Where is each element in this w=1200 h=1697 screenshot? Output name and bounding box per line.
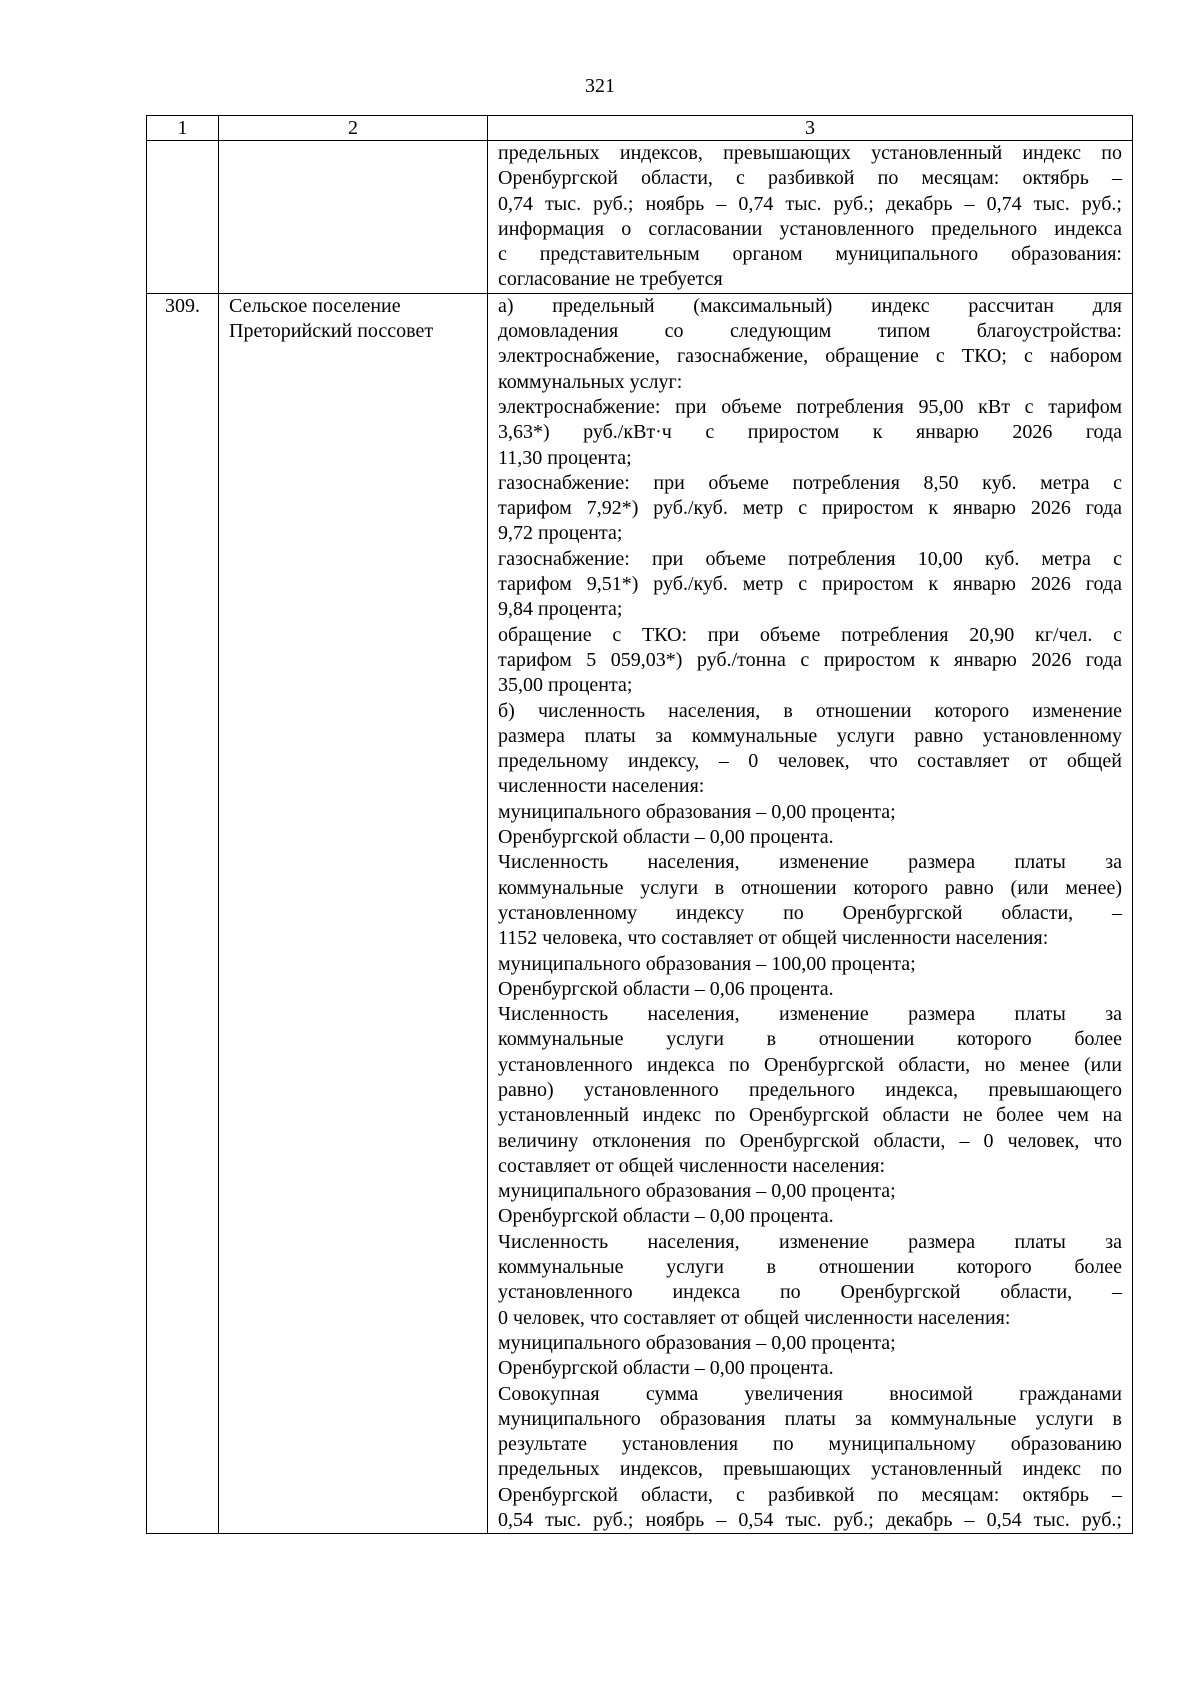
row-description (488, 293, 1133, 1534)
text-line: составляет от общей численности населения: (498, 1154, 886, 1177)
text-line: 35,00 процента; (498, 674, 633, 697)
text-line: согласование не требуется (498, 268, 723, 291)
text-line: Оренбургской области – 0,00 процента. (498, 1357, 834, 1380)
text-line: Оренбургской области – 0,06 процента. (498, 977, 834, 1000)
text-line: установленного индекса по Оренбургской области, но менее (или (498, 1053, 1122, 1076)
text-line: обращение с ТКО: при объеме потребления 20,90 кг/чел. с (498, 623, 1122, 646)
text-line: Численность населения, изменение размера платы за (498, 1230, 1122, 1253)
text-line: предельных индексов, превышающих установленный индекс по (498, 1458, 1122, 1481)
text-line: установленного индекса по Оренбургской области, – (498, 1281, 1122, 1304)
text-line: установленному индексу по Оренбургской области, – (498, 901, 1122, 924)
text-line: тарифом 9,51*) руб./куб. метр с приростом к январю 2026 года (498, 573, 1122, 596)
text-line: 9,84 процента; (498, 598, 623, 621)
text-line: муниципального образования платы за коммунальные услуги в (498, 1407, 1122, 1430)
table-row-309 (147, 293, 1133, 1534)
text-line: газоснабжение: при объеме потребления 8,50 куб. метра с (498, 471, 1122, 494)
text-line: тарифом 5 059,03*) руб./тонна с приростом к январю 2026 года (498, 648, 1122, 671)
text-line: электроснабжение, газоснабжение, обращение с ТКО; с набором (498, 345, 1122, 368)
table-header-row (147, 116, 1133, 141)
table-row-continuation (147, 141, 1133, 294)
text-line: Численность населения, изменение размера платы за (498, 851, 1122, 874)
text-line: 1152 человека, что составляет от общей численности населения: (498, 927, 1049, 950)
text-line: размера платы за коммунальные услуги равно установленному (498, 724, 1122, 747)
document-table (146, 115, 1133, 1534)
text-line: муниципального образования – 0,00 процента; (498, 1331, 896, 1354)
text-line: величину отклонения по Оренбургской области, – 0 человек, что (498, 1129, 1122, 1152)
text-line: Численность населения, изменение размера платы за (498, 1003, 1122, 1026)
text-line: 0,74 тыс. руб.; ноябрь – 0,74 тыс. руб.; декабрь – 0,74 тыс. руб.; (498, 192, 1122, 215)
text-line: коммунальные услуги в отношении которого более (498, 1028, 1122, 1051)
text-line: тарифом 7,92*) руб./куб. метр с приростом к январю 2026 года (498, 497, 1122, 520)
text-line: численности населения: (498, 775, 705, 798)
text-line: 11,30 процента; (498, 446, 632, 469)
settlement-name (219, 141, 488, 294)
text-line: результате установления по муниципальному образованию (498, 1433, 1122, 1456)
text-line: с представительным органом муниципального образования: (498, 243, 1122, 266)
settlement-name-line: Сельское поселение (229, 294, 401, 317)
text-line: Оренбургской области, с разбивкой по месяцам: октябрь – (498, 167, 1122, 190)
text-line: газоснабжение: при объеме потребления 10,00 куб. метра с (498, 547, 1122, 570)
text-line: Оренбургской области – 0,00 процента. (498, 826, 834, 849)
text-line: муниципального образования – 0,00 процента; (498, 800, 896, 823)
text-line: Оренбургской области, с разбивкой по месяцам: октябрь – (498, 1483, 1122, 1506)
settlement-name-line: Преторийский поссовет (229, 320, 434, 343)
text-line: домовладения со следующим типом благоустройства: (498, 320, 1122, 343)
text-line: 0 человек, что составляет от общей численности населения: (498, 1306, 1011, 1329)
header-col-3: 3 (488, 116, 1133, 141)
text-line: 0,54 тыс. руб.; ноябрь – 0,54 тыс. руб.; декабрь – 0,54 тыс. руб.; (498, 1509, 1122, 1532)
text-line: установленный индекс по Оренбургской области не более чем на (498, 1104, 1122, 1127)
text-line: муниципального образования – 0,00 процента; (498, 1180, 896, 1203)
text-line: коммунальные услуги в отношении которого более (498, 1256, 1122, 1279)
text-line: предельному индексу, – 0 человек, что составляет от общей (498, 750, 1122, 773)
text-line: информация о согласовании установленного предельного индекса (498, 217, 1122, 240)
text-line: коммунальные услуги в отношении которого равно (или менее) (498, 876, 1122, 899)
text-line: равно) установленного предельного индекса, превышающего (498, 1078, 1122, 1101)
text-line: 3,63*) руб./кВт·ч с приростом к январю 2026 года (498, 421, 1122, 444)
row-number: 309. (147, 293, 219, 1534)
text-line: б) численность населения, в отношении которого изменение (498, 699, 1122, 722)
row-description (488, 141, 1133, 294)
text-line: Оренбургской области – 0,00 процента. (498, 1205, 834, 1228)
header-col-1: 1 (147, 116, 219, 141)
text-line: предельных индексов, превышающих установленный индекс по (498, 142, 1122, 164)
text-line: Совокупная сумма увеличения вносимой гражданами (498, 1382, 1122, 1405)
header-col-2: 2 (219, 116, 488, 141)
text-line: муниципального образования – 100,00 процента; (498, 952, 916, 975)
text-line: а) предельный (максимальный) индекс рассчитан для (498, 294, 1122, 317)
settlement-name (219, 293, 488, 1534)
page-number: 321 (585, 75, 615, 97)
text-line: 9,72 процента; (498, 522, 623, 545)
text-line: электроснабжение: при объеме потребления 95,00 кВт с тарифом (498, 395, 1122, 418)
row-number (147, 141, 219, 294)
text-line: коммунальных услуг: (498, 370, 683, 393)
